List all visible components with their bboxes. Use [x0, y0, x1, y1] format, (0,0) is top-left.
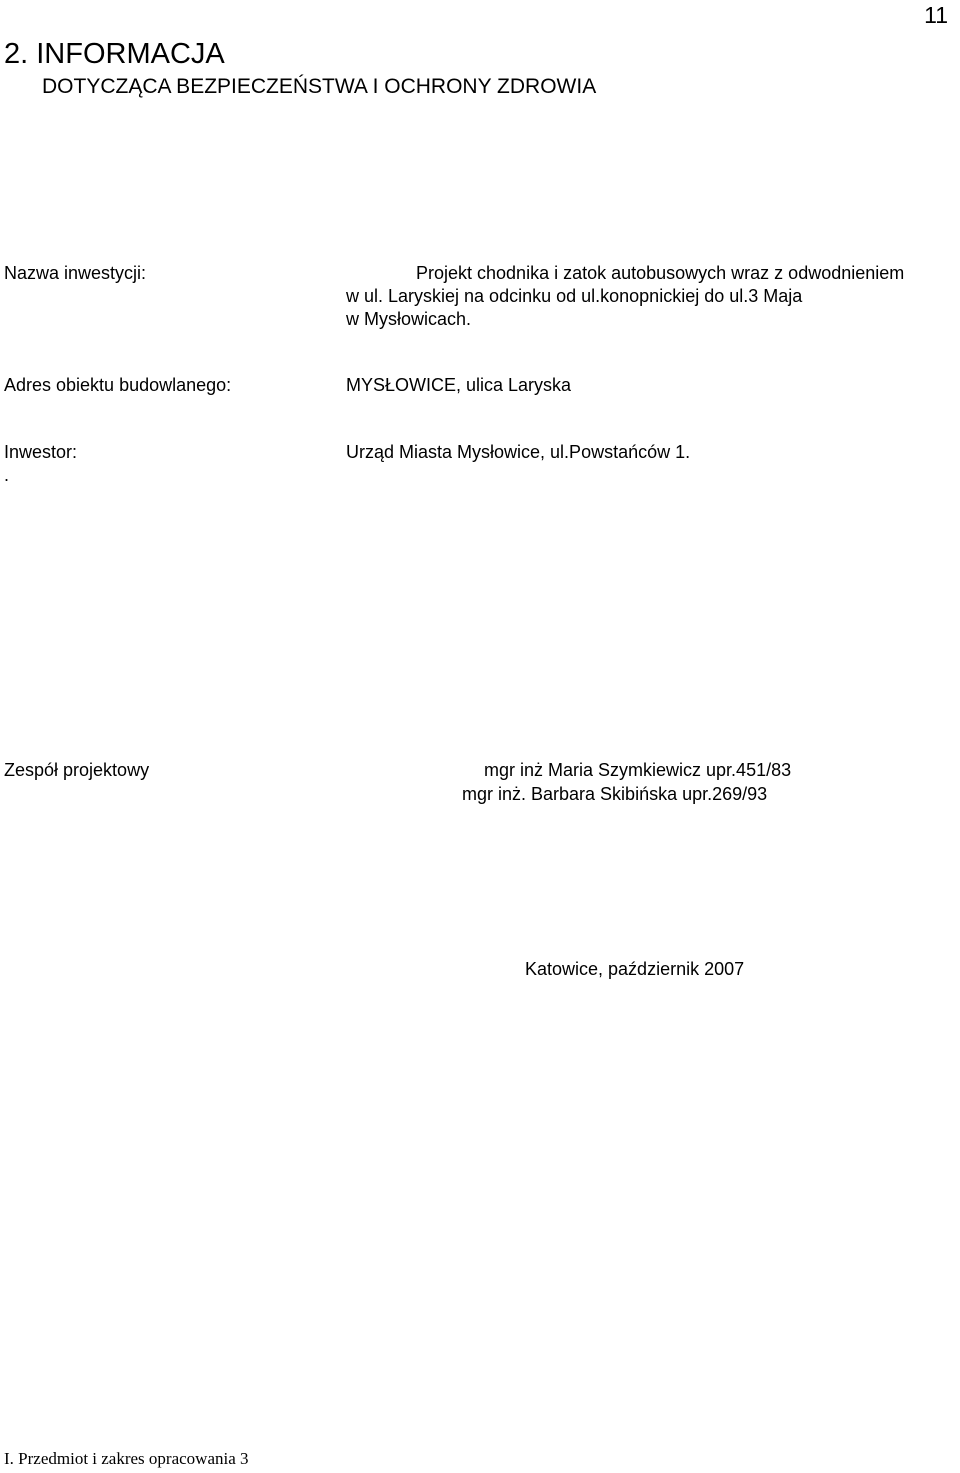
investor-dot: .	[4, 465, 10, 485]
footer-note: I. Przedmiot i zakres opracowania 3	[4, 1449, 249, 1468]
investment-line-3: w Mysłowicach.	[346, 309, 472, 329]
page-number: 11	[924, 2, 948, 28]
section-subtitle: DOTYCZĄCA BEZPIECZEŃSTWA I OCHRONY ZDROWIA	[42, 75, 597, 98]
investment-line-2: w ul. Laryskiej na odcinku od ul.konopnickiej do ul.3 Maja	[346, 286, 803, 306]
investor-value: Urząd Miasta Mysłowice, ul.Powstańców 1.	[346, 442, 691, 462]
investment-label: Nazwa inwestycji:	[4, 263, 147, 283]
investment-line-1: Projekt chodnika i zatok autobusowych wraz z odwodnieniem	[416, 263, 905, 283]
place-date: Katowice, październik 2007	[525, 959, 745, 979]
address-label: Adres obiektu budowlanego:	[4, 375, 232, 395]
team-member-2: mgr inż. Barbara Skibińska upr.269/93	[462, 784, 768, 804]
team-member-1: mgr inż Maria Szymkiewicz upr.451/83	[484, 760, 792, 780]
team-label: Zespół projektowy	[4, 760, 150, 780]
address-value: MYSŁOWICE, ulica Laryska	[346, 375, 572, 395]
investor-label: Inwestor:	[4, 442, 78, 462]
section-title: 2. INFORMACJA	[4, 38, 225, 70]
